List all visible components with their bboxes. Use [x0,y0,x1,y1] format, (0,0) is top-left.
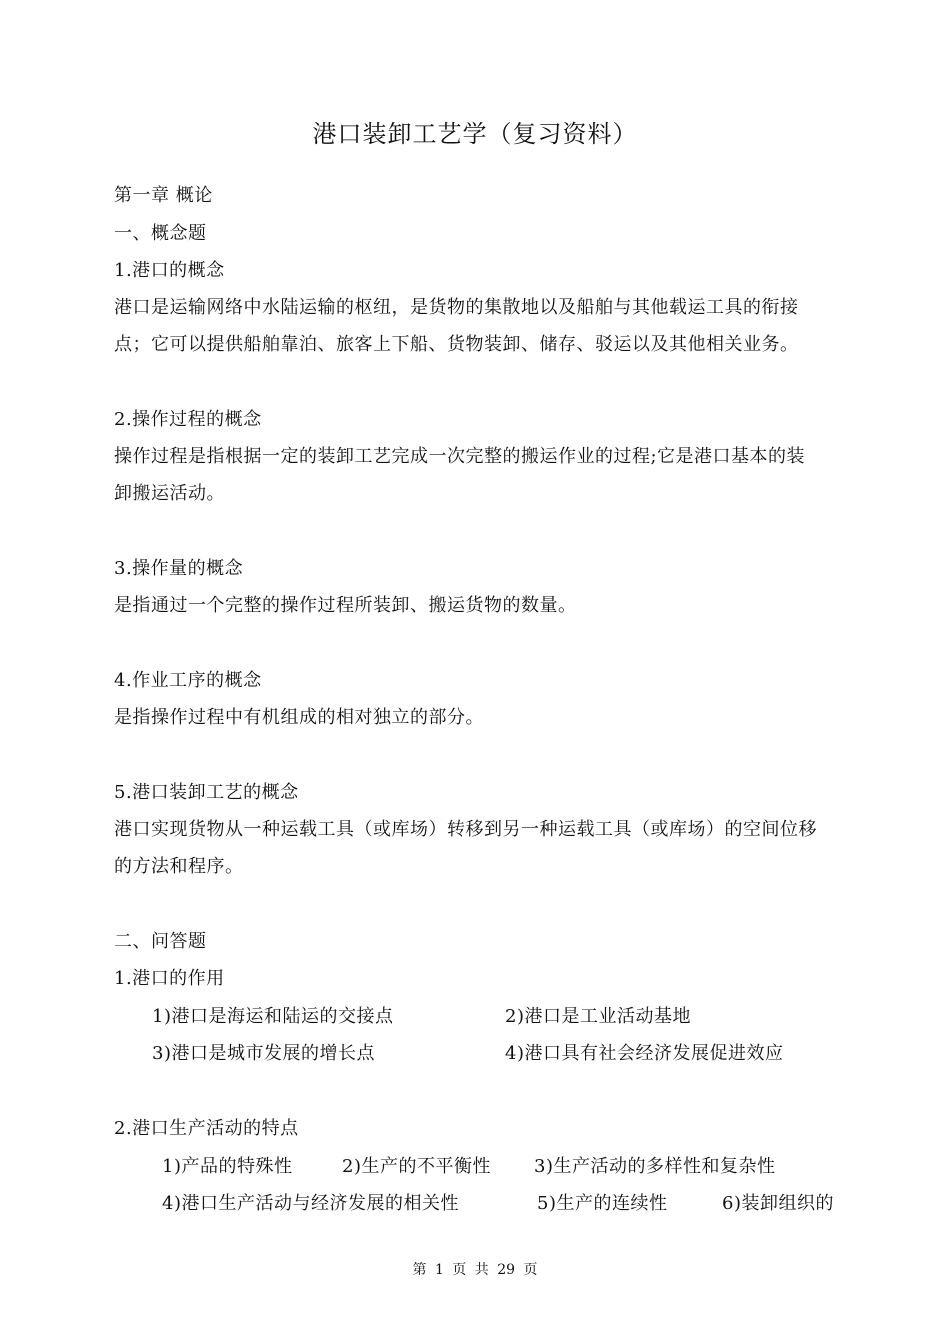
paragraph-line: 操作过程是指根据一定的装卸工艺完成一次完整的搬运作业的过程;它是港口基本的装 [114,446,806,467]
section-heading-qa: 二、问答题 [114,931,207,952]
paragraph-line: 是指通过一个完整的操作过程所装卸、搬运货物的数量。 [114,595,577,616]
question-heading: 1.港口的概念 [114,260,225,281]
question-heading: 2.港口生产活动的特点 [114,1118,299,1139]
question-heading: 5.港口装卸工艺的概念 [114,782,299,803]
section-heading-concepts: 一、概念题 [114,223,207,244]
list-item: 4)港口生产活动与经济发展的相关性 [162,1193,459,1214]
paragraph-line: 是指操作过程中有机组成的相对独立的部分。 [114,707,484,728]
list-item: 1)产品的特殊性 [162,1156,293,1177]
question-heading: 3.操作量的概念 [114,558,244,579]
question-heading: 4.作业工序的概念 [114,670,262,691]
paragraph-line: 港口实现货物从一种运载工具（或库场）转移到另一种运载工具（或库场）的空间位移 [114,819,817,840]
document-title: 港口装卸工艺学（复习资料） [312,120,638,148]
chapter-heading: 第一章 概论 [114,185,213,206]
list-item: 6)装卸组织的 [722,1193,834,1214]
paragraph-line: 的方法和程序。 [114,856,244,877]
list-item: 3)生产活动的多样性和复杂性 [534,1156,776,1177]
list-item: 2)生产的不平衡性 [342,1156,491,1177]
page-footer: 第 1 页 共 29 页 [412,1262,538,1278]
paragraph-line: 卸搬运活动。 [114,483,225,504]
question-heading: 1.港口的作用 [114,968,225,989]
list-item: 4)港口具有社会经济发展促进效应 [505,1043,784,1064]
list-item: 5)生产的连续性 [537,1193,668,1214]
paragraph-line: 港口是运输网络中水陆运输的枢纽，是货物的集散地以及船舶与其他载运工具的衔接 [114,297,799,318]
list-item: 2)港口是工业活动基地 [505,1006,691,1027]
paragraph-line: 点；它可以提供船舶靠泊、旅客上下船、货物装卸、储存、驳运以及其他相关业务。 [114,334,799,355]
list-item: 1)港口是海运和陆运的交接点 [152,1006,394,1027]
question-heading: 2.操作过程的概念 [114,409,262,430]
list-item: 3)港口是城市发展的增长点 [152,1043,375,1064]
